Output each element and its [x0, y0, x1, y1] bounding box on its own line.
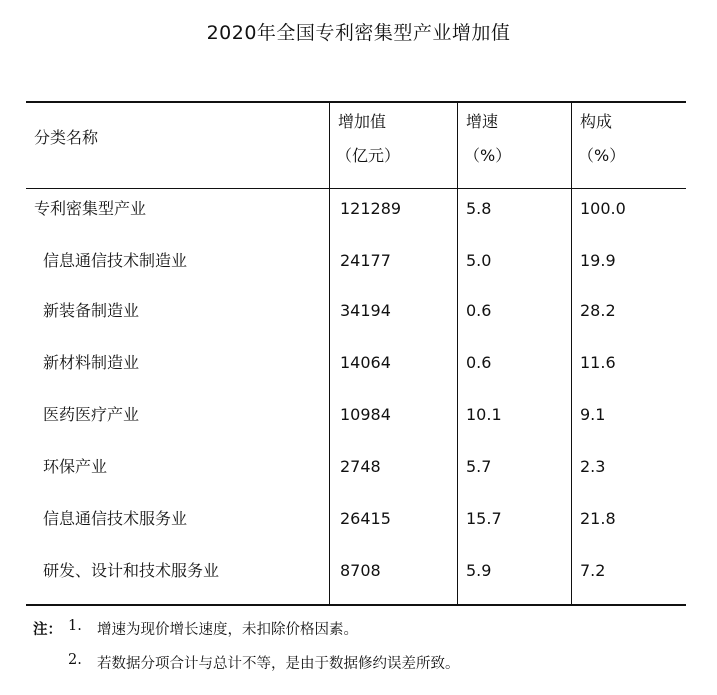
table-title: 2020年全国专利密集型产业增加值 — [206, 22, 511, 44]
row-name: 新装备制造业 — [43, 301, 140, 320]
row-share: 9.1 — [580, 405, 606, 424]
row-name: 研发、设计和技术服务业 — [43, 561, 220, 580]
row-growth: 5.9 — [466, 561, 492, 580]
row-name: 信息通信技术服务业 — [43, 509, 188, 528]
row-value: 8708 — [340, 561, 381, 580]
header-value-unit: （亿元） — [336, 146, 401, 165]
row-value: 10984 — [340, 405, 391, 424]
note-2-text: 若数据分项合计与总计不等，是由于数据修约误差所致。 — [97, 656, 460, 672]
row-share: 7.2 — [580, 561, 606, 580]
header-growth: 增速 — [466, 112, 499, 131]
row-name: 新材料制造业 — [43, 353, 140, 372]
row-share: 28.2 — [580, 301, 616, 320]
row-growth: 5.8 — [466, 199, 492, 218]
row-growth: 10.1 — [466, 405, 502, 424]
header-growth-unit: （%） — [464, 146, 512, 165]
header-bottom-rule — [26, 188, 686, 189]
row-value: 121289 — [340, 199, 402, 218]
column-divider-value — [329, 102, 330, 605]
header-share: 构成 — [580, 112, 613, 131]
notes-label: 注： — [33, 621, 62, 638]
row-growth: 5.7 — [466, 457, 492, 476]
note-1-number: 1. — [68, 618, 82, 634]
row-growth: 5.0 — [466, 251, 492, 270]
row-share: 19.9 — [580, 251, 616, 270]
row-name: 专利密集型产业 — [34, 199, 147, 218]
row-growth: 0.6 — [466, 353, 492, 372]
header-share-unit: （%） — [578, 146, 626, 165]
row-share: 2.3 — [580, 457, 606, 476]
column-divider-share — [571, 102, 572, 605]
row-value: 14064 — [340, 353, 391, 372]
row-share: 11.6 — [580, 353, 616, 372]
note-1-text: 增速为现价增长速度，未扣除价格因素。 — [97, 622, 358, 638]
header-category: 分类名称 — [34, 128, 99, 147]
row-name: 环保产业 — [43, 457, 108, 476]
row-value: 34194 — [340, 301, 391, 320]
header-value: 增加值 — [338, 112, 387, 131]
row-name: 医药医疗产业 — [43, 405, 140, 424]
row-value: 26415 — [340, 509, 391, 528]
row-share: 100.0 — [580, 199, 626, 218]
row-share: 21.8 — [580, 509, 616, 528]
row-value: 2748 — [340, 457, 381, 476]
note-2-number: 2. — [68, 652, 82, 668]
table-top-rule — [26, 101, 686, 103]
row-growth: 0.6 — [466, 301, 492, 320]
row-growth: 15.7 — [466, 509, 502, 528]
column-divider-growth — [457, 102, 458, 605]
row-value: 24177 — [340, 251, 391, 270]
row-name: 信息通信技术制造业 — [43, 251, 188, 270]
table-bottom-rule — [26, 604, 686, 606]
